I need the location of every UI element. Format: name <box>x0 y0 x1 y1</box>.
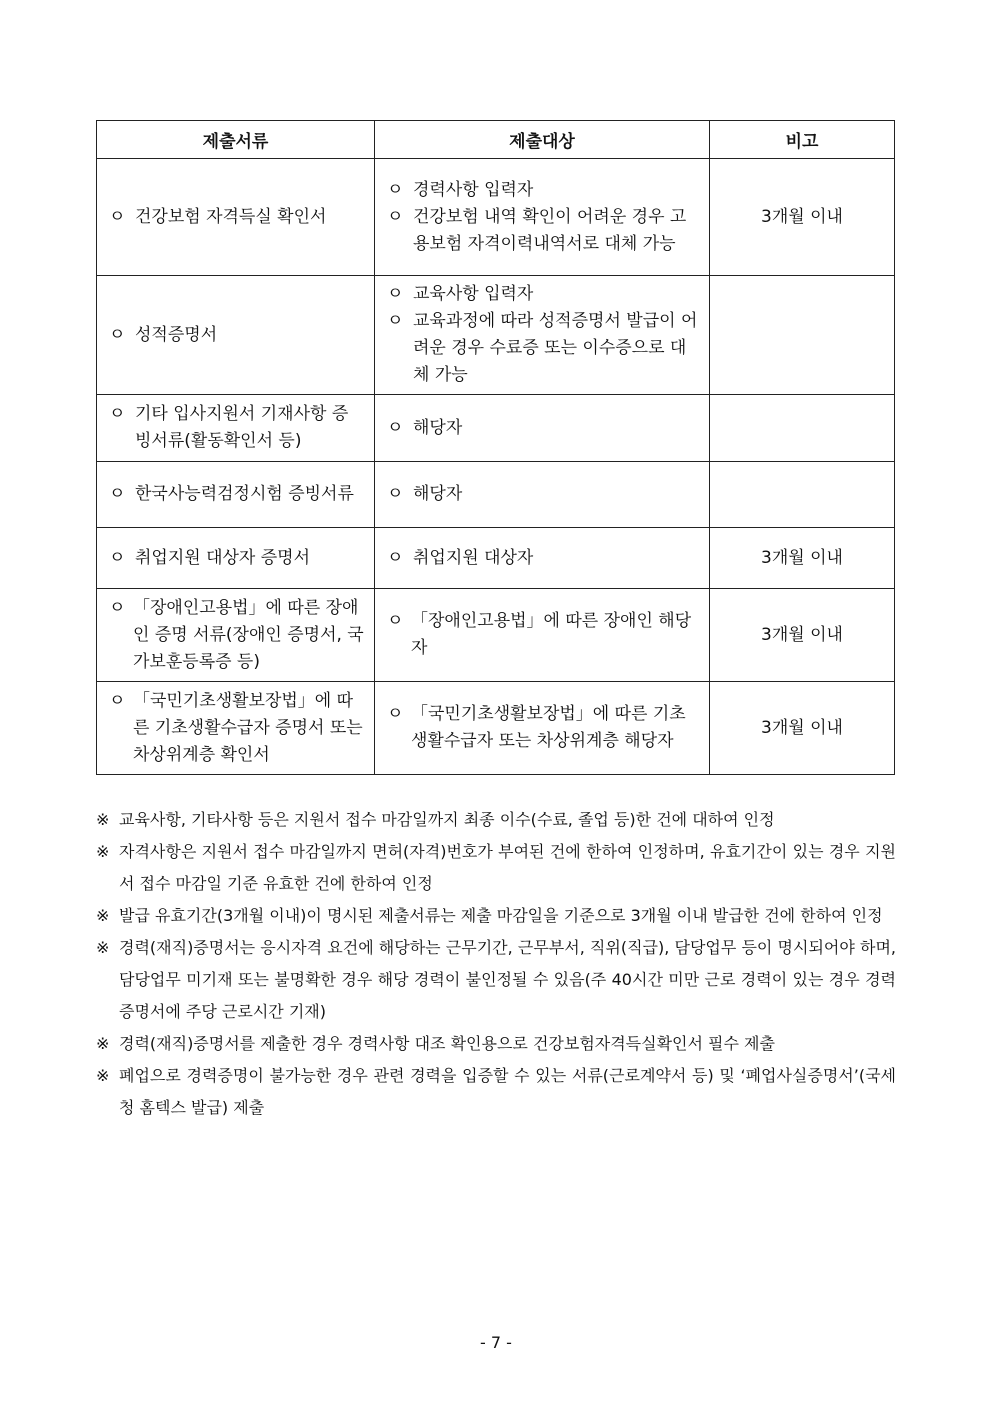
remark-cell <box>710 395 895 462</box>
bullet-icon: ㅇ <box>387 311 404 331</box>
doc-cell <box>97 159 375 276</box>
bullet-icon: ㅇ <box>387 484 404 504</box>
note-text: 경력(재직)증명서는 응시자격 요건에 해당하는 근무기간, 근무부서, 직위(직급), 담당업무 등이 명시되어야 하며, 담당업무 미기재 또는 불명확한 경우 해당 경력이 불인정될 수 있음(주 40시간 미만 근로 경력이 있는 경우 경력증명서에 주당 근로시간 기재) <box>119 938 896 1021</box>
target-text: 건강보험 내역 확인이 어려운 경우 고용보험 자격이력내역서로 대체 가능 <box>413 206 687 254</box>
target-cell <box>375 528 710 589</box>
doc-name: 「장애인고용법」에 따른 장애인 증명 서류(장애인 증명서, 국가보훈등록증 등) <box>133 597 364 672</box>
target-cell <box>375 462 710 528</box>
bullet-icon: ㅇ <box>387 179 404 200</box>
remark-cell: 3개월 이내 <box>710 159 895 276</box>
reference-mark-icon: ※ <box>96 842 110 861</box>
target-text: 해당자 <box>413 417 463 438</box>
notes-section <box>96 804 896 1124</box>
note-text: 폐업으로 경력증명이 불가능한 경우 관련 경력을 입증할 수 있는 서류(근로계약서 등) 및 ‘폐업사실증명서’(국세청 홈텍스 발급) 제출 <box>119 1066 896 1117</box>
bullet-icon: ㅇ <box>387 417 404 438</box>
target-text: 교육과정에 따라 성적증명서 발급이 어려운 경우 수료증 또는 이수증으로 대체 가능 <box>413 311 698 385</box>
note-text: 교육사항, 기타사항 등은 지원서 접수 마감일까지 최종 이수(수료, 졸업 등)한 건에 대하여 인정 <box>119 810 775 829</box>
target-text: 「장애인고용법」에 따른 장애인 해당자 <box>411 611 692 658</box>
doc-cell <box>97 682 375 775</box>
bullet-icon: ㅇ <box>109 404 126 424</box>
remark-cell <box>710 276 895 395</box>
bullet-icon: ㅇ <box>109 597 126 618</box>
table-row <box>97 528 895 589</box>
doc-cell <box>97 528 375 589</box>
target-text: 취업지원 대상자 <box>413 547 534 568</box>
doc-cell <box>97 395 375 462</box>
bullet-icon: ㅇ <box>387 611 404 631</box>
bullet-icon: ㅇ <box>387 206 404 227</box>
bullet-icon: ㅇ <box>109 547 126 568</box>
bullet-icon: ㅇ <box>109 484 126 504</box>
table-row <box>97 395 895 462</box>
header-target: 제출대상 <box>375 121 710 159</box>
remark-cell <box>710 462 895 528</box>
reference-mark-icon: ※ <box>96 938 110 957</box>
note-text: 자격사항은 지원서 접수 마감일까지 면허(자격)번호가 부여된 건에 한하여 인정하며, 유효기간이 있는 경우 지원서 접수 마감일 기준 유효한 건에 한하여 인정 <box>119 842 896 893</box>
header-remarks: 비고 <box>710 121 895 159</box>
doc-name: 한국사능력검정시험 증빙서류 <box>135 484 354 504</box>
doc-cell <box>97 589 375 682</box>
reference-mark-icon: ※ <box>96 1034 110 1053</box>
reference-mark-icon: ※ <box>96 1066 110 1085</box>
target-cell <box>375 159 710 276</box>
note-item <box>96 804 896 836</box>
table-row <box>97 682 895 775</box>
table-row <box>97 462 895 528</box>
header-documents: 제출서류 <box>97 121 375 159</box>
bullet-icon: ㅇ <box>387 704 404 724</box>
doc-name: 기타 입사지원서 기재사항 증빙서류(활동확인서 등) <box>135 404 349 451</box>
doc-name: 성적증명서 <box>135 324 218 345</box>
submission-documents-table <box>96 120 895 775</box>
doc-name: 「국민기초생활보장법」에 따른 기초생활수급자 증명서 또는 차상위계층 확인서 <box>133 690 363 765</box>
target-cell <box>375 682 710 775</box>
target-cell <box>375 395 710 462</box>
table-header-row <box>97 121 895 159</box>
remark-cell: 3개월 이내 <box>710 528 895 589</box>
target-text: 「국민기초생활보장법」에 따른 기초생활수급자 또는 차상위계층 해당자 <box>411 704 686 751</box>
remark-cell: 3개월 이내 <box>710 682 895 775</box>
bullet-icon: ㅇ <box>387 547 404 568</box>
target-text: 교육사항 입력자 <box>413 284 534 304</box>
note-item <box>96 900 896 932</box>
doc-cell <box>97 276 375 395</box>
doc-name: 취업지원 대상자 증명서 <box>135 547 311 568</box>
bullet-icon: ㅇ <box>109 206 126 227</box>
note-text: 경력(재직)증명서를 제출한 경우 경력사항 대조 확인용으로 건강보험자격득실확인서 필수 제출 <box>119 1034 775 1053</box>
target-cell <box>375 276 710 395</box>
reference-mark-icon: ※ <box>96 810 110 829</box>
table-row <box>97 159 895 276</box>
page-number: - 7 - <box>480 1333 512 1352</box>
doc-cell <box>97 462 375 528</box>
target-cell <box>375 589 710 682</box>
target-text: 해당자 <box>413 484 463 504</box>
reference-mark-icon: ※ <box>96 906 110 925</box>
note-text: 발급 유효기간(3개월 이내)이 명시된 제출서류는 제출 마감일을 기준으로 3개월 이내 발급한 건에 한하여 인정 <box>119 906 883 925</box>
bullet-icon: ㅇ <box>109 324 126 345</box>
doc-name: 건강보험 자격득실 확인서 <box>135 206 327 227</box>
remark-cell: 3개월 이내 <box>710 589 895 682</box>
target-text: 경력사항 입력자 <box>413 179 534 200</box>
note-item <box>96 1028 896 1060</box>
note-item <box>96 836 896 900</box>
bullet-icon: ㅇ <box>109 690 126 711</box>
note-item <box>96 1060 896 1124</box>
note-item <box>96 932 896 1028</box>
bullet-icon: ㅇ <box>387 284 404 304</box>
table-row <box>97 589 895 682</box>
table-row <box>97 276 895 395</box>
